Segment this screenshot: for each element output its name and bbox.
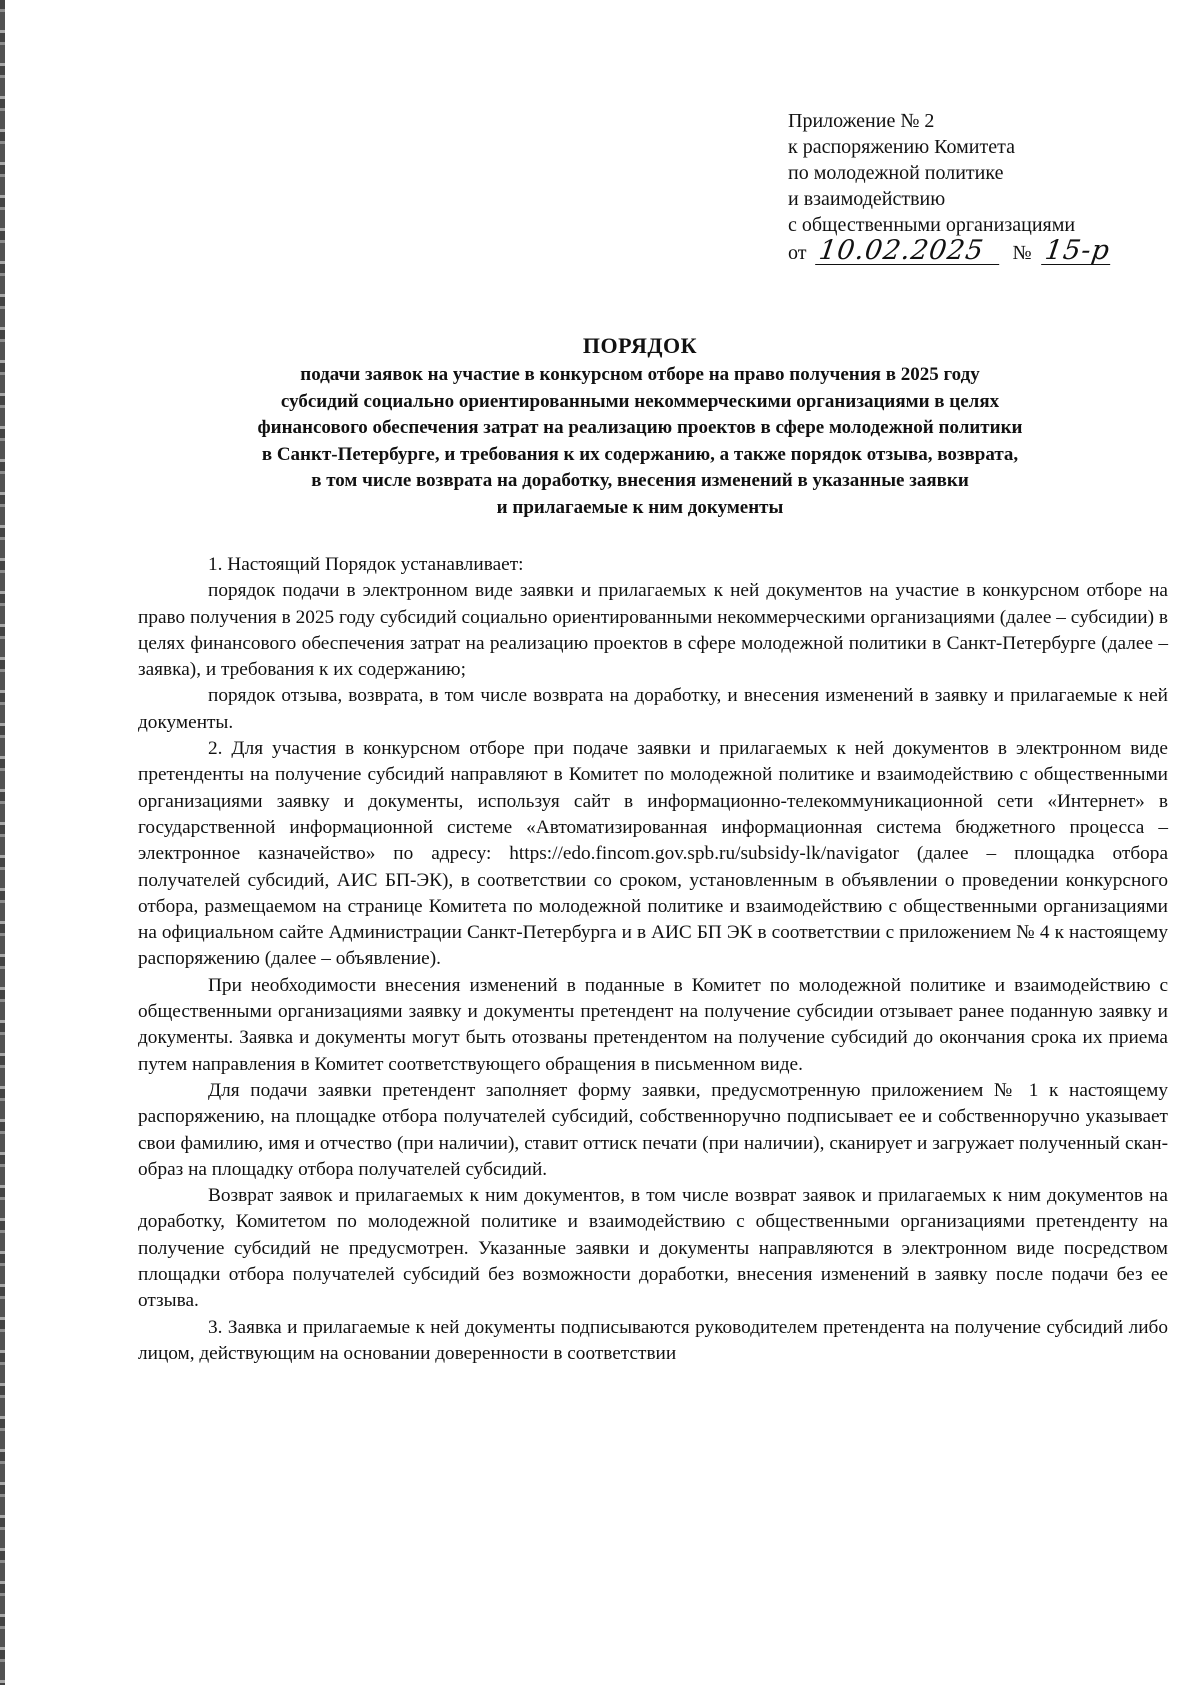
document-subtitle-line: финансового обеспечения затрат на реализацию проектов в сфере молодежной политики [257, 417, 1023, 438]
paragraph: Возврат заявок и прилагаемых к ним документов, в том числе возврат заявок и прилагаемых к ним документов на доработку, Комитетом по молодежной политике и взаимодействию с общественными организациями претенденту на получение субсидий не предусмотрен. Указанные заявки и документы направляются в электронном виде посредством площадки отбора получателей субсидий без возможности доработки, внесения изменений в заявку после подачи без ее отзыва. [138, 1185, 1168, 1312]
number-sign: № [1012, 242, 1032, 264]
document-subtitle-line: и прилагаемые к ним документы [496, 496, 784, 518]
attachment-line: к распоряжению Комитета [788, 136, 1015, 158]
attachment-line: с общественными организациями [788, 214, 1076, 236]
document-subtitle-line: подачи заявок на участие в конкурсном отборе на право получения в 2025 году [300, 364, 980, 385]
paragraph: 2. Для участия в конкурсном отборе при подаче заявки и прилагаемых к ней документов в электронном виде претенденты на получение субсидий направляют в Комитет по молодежной политике и взаимодействию с общественными организациями заявку и документы, используя сайт в информационно-телекоммуникационной сети «Интернет» в государственной информационной системе «Автоматизированная информационная система бюджетного процесса – электронное казначейство» по адресу: https://edo.fincom.gov.spb.ru/subsidy-lk/navigator (далее – площадка отбора получателей субсидий, АИС БП-ЭК), в соответствии со сроком, установленным в объявлении о проведении конкурсного отбора, размещаемом на странице Комитета по молодежной политике и взаимодействию с общественными организациями на официальном сайте Администрации Санкт-Петербурга и в АИС БП ЭК в соответствии с приложением № 4 к настоящему распоряжению (далее – объявление). [138, 738, 1168, 970]
paragraph: 3. Заявка и прилагаемые к ней документы подписываются руководителем претендента на получение субсидий либо лицом, действующим на основании доверенности в соответствии [138, 1316, 1168, 1364]
handwritten-number: 15-р [1042, 235, 1112, 266]
attachment-line: и взаимодействию [788, 188, 946, 210]
attachment-line: Приложение № 2 [788, 110, 935, 132]
document-body [138, 552, 1168, 1367]
date-number-line [788, 235, 1168, 266]
attachment-line: по молодежной политике [788, 162, 1004, 184]
paragraph: 1. Настоящий Порядок устанавливает: [208, 554, 524, 575]
scan-edge-artifact [0, 0, 5, 1685]
document-subtitle-line: в Санкт-Петербурге, и требования к их содержанию, а также порядок отзыва, возврата, [261, 443, 1019, 465]
document-subtitle-line: в том числе возврата на доработку, внесения изменений в указанные заявки [311, 470, 969, 491]
paragraph: порядок подачи в электронном виде заявки и прилагаемых к ней документов на участие в конкурсном отборе на право получения в 2025 году субсидий социально ориентированными некоммерческими организациями (далее – субсидии) в целях финансового обеспечения затрат на реализацию проектов в сфере молодежной политики в Санкт-Петербурге (далее – заявка), и требования к их содержанию; [138, 580, 1168, 681]
attachment-header [788, 108, 1168, 266]
date-prefix: от [788, 242, 807, 264]
paragraph: При необходимости внесения изменений в поданные в Комитет по молодежной политике и взаимодействию с общественными организациями заявку и документы претендент на получение субсидии отзывает ранее поданную заявку и документы. Заявка и документы могут быть отозваны претендентом на получение субсидий до окончания срока их приема путем направления в Комитет соответствующего обращения в письменном виде. [138, 974, 1168, 1075]
paragraph: Для подачи заявки претендент заполняет форму заявки, предусмотренную приложением № 1 к настоящему распоряжению, на площадке отбора получателей субсидий, собственноручно подписывает ее и собственноручно указывает свои фамилию, имя и отчество (при наличии), ставит оттиск печати (при наличии), сканирует и загружает полученный скан-образ на площадку отбора получателей субсидий. [138, 1079, 1168, 1180]
document-title-block [140, 332, 1140, 521]
document-title: ПОРЯДОК [582, 333, 698, 358]
handwritten-date: 10.02.2025 [816, 238, 1004, 265]
document-subtitle-line: субсидий социально ориентированными некоммерческими организациями в целях [280, 390, 1000, 412]
paragraph: порядок отзыва, возврата, в том числе возврата на доработку, и внесения изменений в заявку и прилагаемые к ней документы. [138, 685, 1168, 733]
